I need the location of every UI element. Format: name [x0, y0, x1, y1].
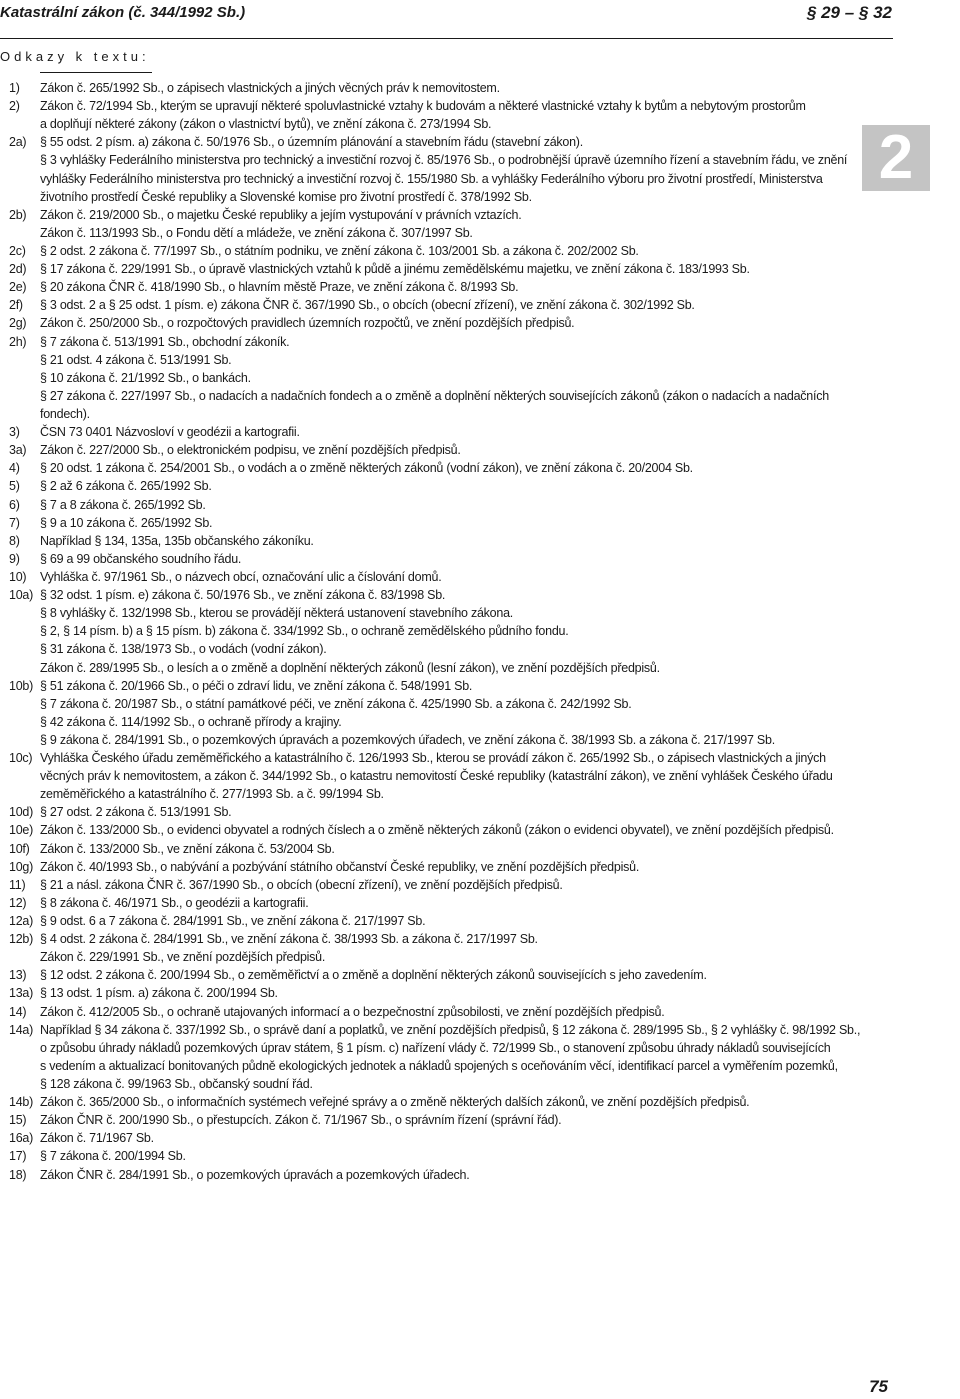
page-number: 75	[869, 1377, 888, 1396]
header-rule	[0, 38, 893, 39]
footnote-text: Zákon č. 71/1967 Sb.	[40, 1131, 154, 1146]
footnote-text: Zákon č. 250/2000 Sb., o rozpočtových pravidlech územních rozpočtů, ve znění pozdějších předpisů.	[40, 316, 575, 331]
footnote-line	[0, 151, 900, 169]
footnote-label: 14a)	[9, 1022, 34, 1037]
footnote-label: 2)	[9, 99, 20, 114]
footnote-line	[0, 1021, 900, 1039]
footnote-text: § 2, § 14 písm. b) a § 15 písm. b) zákona č. 334/1992 Sb., o ochraně zemědělského půdního fondu.	[40, 624, 569, 639]
footnote-text: s vedením a aktualizací bonitovaných půdně ekologických jednotek a nákladů spojených s oceňováním věcí, identifikací parcel a vyměřením pozemků,	[40, 1058, 838, 1073]
running-header-section-range: § 29 – § 32	[806, 3, 892, 22]
footnote-label: 10a)	[9, 588, 34, 603]
footnote-line	[0, 858, 900, 876]
footnote-line	[0, 206, 900, 224]
footnote-label: 10)	[9, 569, 27, 584]
footnote-text: Zákon č. 133/2000 Sb., ve znění zákona č. 53/2004 Sb.	[40, 841, 335, 856]
footnote-line	[0, 1111, 900, 1129]
running-header-title: Katastrální zákon (č. 344/1992 Sb.)	[0, 4, 246, 21]
footnote-label: 2a)	[9, 135, 27, 150]
footnote-line	[0, 333, 900, 351]
footnote-line	[0, 532, 900, 550]
footnote-line	[0, 785, 900, 803]
footnote-text: § 7 zákona č. 513/1991 Sb., obchodní zákoník.	[40, 334, 290, 349]
footnote-label: 13)	[9, 968, 27, 983]
footnote-line	[0, 1057, 900, 1075]
footnote-text: § 51 zákona č. 20/1966 Sb., o péči o zdraví lidu, ve znění zákona č. 548/1991 Sb.	[40, 678, 473, 693]
footnote-text: § 2 odst. 2 zákona č. 77/1997 Sb., o státním podniku, ve znění zákona č. 103/2001 Sb. a zákona č. 202/2002 Sb.	[40, 243, 639, 258]
footnote-label: 14b)	[9, 1095, 34, 1110]
footnote-line	[0, 260, 900, 278]
footnote-label: 3)	[9, 425, 20, 440]
footnote-line	[0, 731, 900, 749]
footnote-label: 12a)	[9, 914, 34, 929]
footnote-line	[0, 1093, 900, 1111]
footnote-label: 18)	[9, 1167, 27, 1182]
footnote-text: Zákon č. 72/1994 Sb., kterým se upravují některé spoluvlastnické vztahy k budovám a některé vlastnické vztahy k bytům a nebytovým prostorům	[40, 99, 806, 114]
footnote-label: 8)	[9, 533, 20, 548]
footnote-text: Zákon ČNR č. 200/1990 Sb., o přestupcích. Zákon č. 71/1967 Sb., o správním řízení (správní řád).	[40, 1113, 562, 1128]
footnote-label: 14)	[9, 1004, 27, 1019]
footnote-line	[0, 749, 900, 767]
footnote-line	[0, 296, 900, 314]
footnote-line	[0, 677, 900, 695]
footnote-line	[0, 224, 900, 242]
footnotes-heading: Odkazy k textu:	[0, 49, 150, 64]
footnote-line	[0, 188, 900, 206]
footnote-text: § 20 zákona ČNR č. 418/1990 Sb., o hlavním městě Praze, ve znění zákona č. 8/1993 Sb.	[40, 280, 519, 295]
footnote-line	[0, 894, 900, 912]
footnote-line	[0, 115, 900, 133]
footnote-line	[0, 659, 900, 677]
footnote-text: o způsobu úhrady nákladů pozemkových úprav státem, § 1 písm. c) nařízení vlády č. 72/1999 Sb., o stanovení způsobu úhrady nákladů souvisejících	[40, 1040, 831, 1055]
footnote-line	[0, 821, 900, 839]
footnote-label: 11)	[9, 877, 26, 892]
footnote-line	[0, 1039, 900, 1057]
footnote-line	[0, 604, 900, 622]
footnote-label: 10c)	[9, 751, 33, 766]
footnote-label: 4)	[9, 461, 20, 476]
footnote-text: § 21 a násl. zákona ČNR č. 367/1990 Sb., o obcích (obecní zřízení), ve znění pozdějších předpisů.	[40, 877, 563, 892]
footnote-line	[0, 133, 900, 151]
footnote-line	[0, 387, 900, 405]
footnote-line	[0, 930, 900, 948]
footnote-text: § 20 odst. 1 zákona č. 254/2001 Sb., o vodách a o změně některých zákonů (vodní zákon), ve znění zákona č. 20/2004 Sb.	[40, 461, 693, 476]
footnote-label: 6)	[9, 497, 20, 512]
footnote-line	[0, 351, 900, 369]
footnote-text: § 55 odst. 2 písm. a) zákona č. 50/1976 Sb., o územním plánování a stavebním řádu (stavební zákon).	[40, 135, 583, 150]
footnote-text: § 8 vyhlášky č. 132/1998 Sb., kterou se provádějí některá ustanovení stavebního zákona.	[40, 606, 514, 621]
footnote-text: věcných práv k nemovitostem, a zákon č. 344/1992 Sb., o katastru nemovitostí České republiky (katastrální zákon), ve znění vyhlášek Českého úřadu	[40, 769, 833, 784]
footnote-label: 2h)	[9, 334, 27, 349]
footnote-text: Například § 134, 135a, 135b občanského zákoníku.	[40, 533, 314, 548]
footnote-text: § 2 až 6 zákona č. 265/1992 Sb.	[40, 479, 212, 494]
footnote-line	[0, 1166, 900, 1184]
footnote-line	[0, 459, 900, 477]
footnote-line	[0, 242, 900, 260]
footnote-text: Zákon č. 219/2000 Sb., o majetku České republiky a jejím vystupování v právních vztazích.	[40, 207, 522, 222]
footnote-text: § 9 a 10 zákona č. 265/1992 Sb.	[40, 515, 213, 530]
footnote-label: 10g)	[9, 859, 34, 874]
footnote-label: 10f)	[9, 841, 30, 856]
footnote-label: 2g)	[9, 316, 27, 331]
footnote-text: ČSN 73 0401 Názvosloví v geodézii a kartografii.	[40, 425, 300, 440]
footnote-text: § 31 zákona č. 138/1973 Sb., o vodách (vodní zákon).	[40, 642, 327, 657]
footnote-label: 15)	[9, 1113, 27, 1128]
footnote-text: zeměměřického a katastrálního č. 277/1993 Sb. a č. 99/1994 Sb.	[40, 787, 384, 802]
footnote-line	[0, 1075, 900, 1093]
footnote-text: fondech).	[40, 406, 90, 421]
footnote-text: Zákon č. 289/1995 Sb., o lesích a o změně a doplnění některých zákonů (lesní zákon), ve znění pozdějších předpisů.	[40, 660, 660, 675]
footnote-text: § 12 odst. 2 zákona č. 200/1994 Sb., o zeměměřictví a o změně a doplnění některých zákonů souvisejících s jeho zavedením.	[40, 968, 707, 983]
footnote-label: 13a)	[9, 986, 34, 1001]
footnote-text: § 128 zákona č. 99/1963 Sb., občanský soudní řád.	[40, 1077, 313, 1092]
footnote-line	[0, 640, 900, 658]
footnote-text: vyhlášky Federálního ministerstva pro technický a investiční rozvoj č. 155/1980 Sb. a vyhlášky Federálního výboru pro životní prostředí, Ministerstva	[40, 171, 823, 186]
footnote-text: § 7 zákona č. 200/1994 Sb.	[40, 1149, 186, 1164]
footnote-label: 5)	[9, 479, 20, 494]
footnote-text: § 21 odst. 4 zákona č. 513/1991 Sb.	[40, 352, 232, 367]
footnote-line	[0, 405, 900, 423]
footnote-label: 9)	[9, 551, 20, 566]
footnote-text: § 3 odst. 2 a § 25 odst. 1 písm. e) zákona ČNR č. 367/1990 Sb., o obcích (obecní zřízení), ve znění zákona č. 302/1992 Sb.	[40, 298, 695, 313]
footnote-text: Zákon č. 229/1991 Sb., ve znění pozdějších předpisů.	[40, 950, 326, 965]
footnote-label: 2f)	[9, 298, 23, 313]
footnote-text: životního prostředí České republiky a Slovenské komise pro životní prostředí č. 378/1992 Sb.	[40, 189, 532, 204]
footnote-text: § 27 zákona č. 227/1997 Sb., o nadacích a nadačních fondech a o změně a doplnění některých souvisejících zákonů (zákon o nadacích a nadačních	[40, 388, 829, 403]
footnote-line	[0, 314, 900, 332]
footnote-text: § 32 odst. 1 písm. e) zákona č. 50/1976 Sb., ve znění zákona č. 83/1998 Sb.	[40, 588, 446, 603]
footnote-text: § 27 odst. 2 zákona č. 513/1991 Sb.	[40, 805, 232, 820]
footnote-line	[0, 1129, 900, 1147]
footnote-line	[0, 622, 900, 640]
footnote-line	[0, 514, 900, 532]
footnote-line	[0, 912, 900, 930]
footnote-line	[0, 568, 900, 586]
footnote-label: 17)	[9, 1149, 27, 1164]
footnote-text: § 69 a 99 občanského soudního řádu.	[40, 551, 242, 566]
footnote-text: Například § 34 zákona č. 337/1992 Sb., o správě daní a poplatků, ve znění pozdějších předpisů, § 12 zákona č. 289/1995 Sb., § 2 vyhlášky č. 98/1992 Sb.,	[40, 1022, 861, 1037]
footnote-text: Zákon č. 113/1993 Sb., o Fondu dětí a mládeže, ve znění zákona č. 307/1997 Sb.	[40, 225, 473, 240]
footnote-label: 12)	[9, 895, 27, 910]
footnote-text: § 3 vyhlášky Federálního ministerstva pro technický a investiční rozvoj č. 85/1976 Sb., o podrobnější úpravě územního řízení a stavebním řádu, ve znění	[40, 153, 848, 168]
chapter-tab: 2	[862, 125, 930, 191]
footnote-line	[0, 550, 900, 568]
footnote-text: a doplňují některé zákony (zákon o vlastnictví bytů), ve znění zákona č. 273/1994 Sb.	[40, 117, 492, 132]
footnote-line	[0, 477, 900, 495]
footnote-text: § 9 zákona č. 284/1991 Sb., o pozemkových úpravách a pozemkových úřadech, ve znění zákona č. 38/1993 Sb. a zákona č. 217/1997 Sb.	[40, 732, 775, 747]
footnote-label: 2c)	[9, 243, 26, 258]
footnote-line	[0, 1147, 900, 1165]
footnote-label: 3a)	[9, 443, 27, 458]
heading-underline	[40, 72, 152, 73]
footnote-text: Zákon č. 227/2000 Sb., o elektronickém podpisu, ve znění pozdějších předpisů.	[40, 443, 461, 458]
footnote-text: § 13 odst. 1 písm. a) zákona č. 200/1994 Sb.	[40, 986, 278, 1001]
footnotes-list	[0, 79, 900, 1184]
footnote-text: Zákon č. 265/1992 Sb., o zápisech vlastnických a jiných věcných práv k nemovitostem.	[40, 81, 500, 95]
footnote-line	[0, 948, 900, 966]
footnote-line	[0, 695, 900, 713]
footnote-label: 12b)	[9, 932, 34, 947]
footnote-line	[0, 840, 900, 858]
footnote-line	[0, 586, 900, 604]
footnote-line	[0, 97, 900, 115]
footnote-line	[0, 803, 900, 821]
footnote-line	[0, 713, 900, 731]
footnote-text: § 7 zákona č. 20/1987 Sb., o státní památkové péči, ve znění zákona č. 425/1990 Sb. a zákona č. 242/1992 Sb.	[40, 696, 632, 711]
footnote-line	[0, 369, 900, 387]
footnote-text: § 42 zákona č. 114/1992 Sb., o ochraně přírody a krajiny.	[40, 714, 342, 729]
footnote-label: 2e)	[9, 280, 27, 295]
footnote-label: 1)	[9, 81, 20, 95]
footnote-text: Zákon č. 40/1993 Sb., o nabývání a pozbývání státního občanství České republiky, ve znění pozdějších předpisů.	[40, 859, 640, 874]
footnote-text: § 8 zákona č. 46/1971 Sb., o geodézii a kartografii.	[40, 895, 309, 910]
footnote-text: Zákon č. 133/2000 Sb., o evidenci obyvatel a rodných číslech a o změně některých zákonů (zákon o evidenci obyvatel), ve znění pozdějších předpisů.	[40, 823, 834, 838]
footnote-text: § 4 odst. 2 zákona č. 284/1991 Sb., ve znění zákona č. 38/1993 Sb. a zákona č. 217/1997 Sb.	[40, 932, 538, 947]
footnote-label: 2b)	[9, 207, 27, 222]
footnote-text: § 7 a 8 zákona č. 265/1992 Sb.	[40, 497, 206, 512]
footnote-line	[0, 441, 900, 459]
footnote-text: Zákon ČNR č. 284/1991 Sb., o pozemkových úpravách a pozemkových úřadech.	[40, 1167, 470, 1182]
footnote-text: Zákon č. 412/2005 Sb., o ochraně utajovaných informací a o bezpečnostní způsobilosti, ve znění pozdějších předpisů.	[40, 1004, 665, 1019]
footnote-label: 16a)	[9, 1131, 34, 1146]
footnote-label: 2d)	[9, 262, 27, 277]
footnote-text: Vyhláška č. 97/1961 Sb., o názvech obcí, označování ulic a číslování domů.	[40, 569, 442, 584]
footnote-line	[0, 79, 900, 97]
footnote-line	[0, 966, 900, 984]
footnote-text: § 10 zákona č. 21/1992 Sb., o bankách.	[40, 370, 251, 385]
footnote-text: § 9 odst. 6 a 7 zákona č. 284/1991 Sb., ve znění zákona č. 217/1997 Sb.	[40, 914, 426, 929]
footnote-label: 10e)	[9, 823, 34, 838]
footnote-line	[0, 278, 900, 296]
footnote-text: Zákon č. 365/2000 Sb., o informačních systémech veřejné správy a o změně některých dalších zákonů, ve znění pozdějších předpisů.	[40, 1095, 750, 1110]
footnote-label: 10b)	[9, 678, 34, 693]
footnote-text: § 17 zákona č. 229/1991 Sb., o úpravě vlastnických vztahů k půdě a jinému zemědělskému majetku, ve znění zákona č. 183/1993 Sb.	[40, 262, 750, 277]
footnote-line	[0, 1003, 900, 1021]
footnote-label: 7)	[9, 515, 20, 530]
footnote-line	[0, 767, 900, 785]
footnote-line	[0, 496, 900, 514]
footnote-text: Vyhláška Českého úřadu zeměměřického a katastrálního č. 126/1993 Sb., kterou se provádí zákon č. 265/1992 Sb., o zápisech vlastnických a jiných	[40, 751, 826, 766]
footnote-line	[0, 984, 900, 1002]
footnote-line	[0, 876, 900, 894]
footnote-line	[0, 170, 900, 188]
footnote-line	[0, 423, 900, 441]
footnote-label: 10d)	[9, 805, 34, 820]
